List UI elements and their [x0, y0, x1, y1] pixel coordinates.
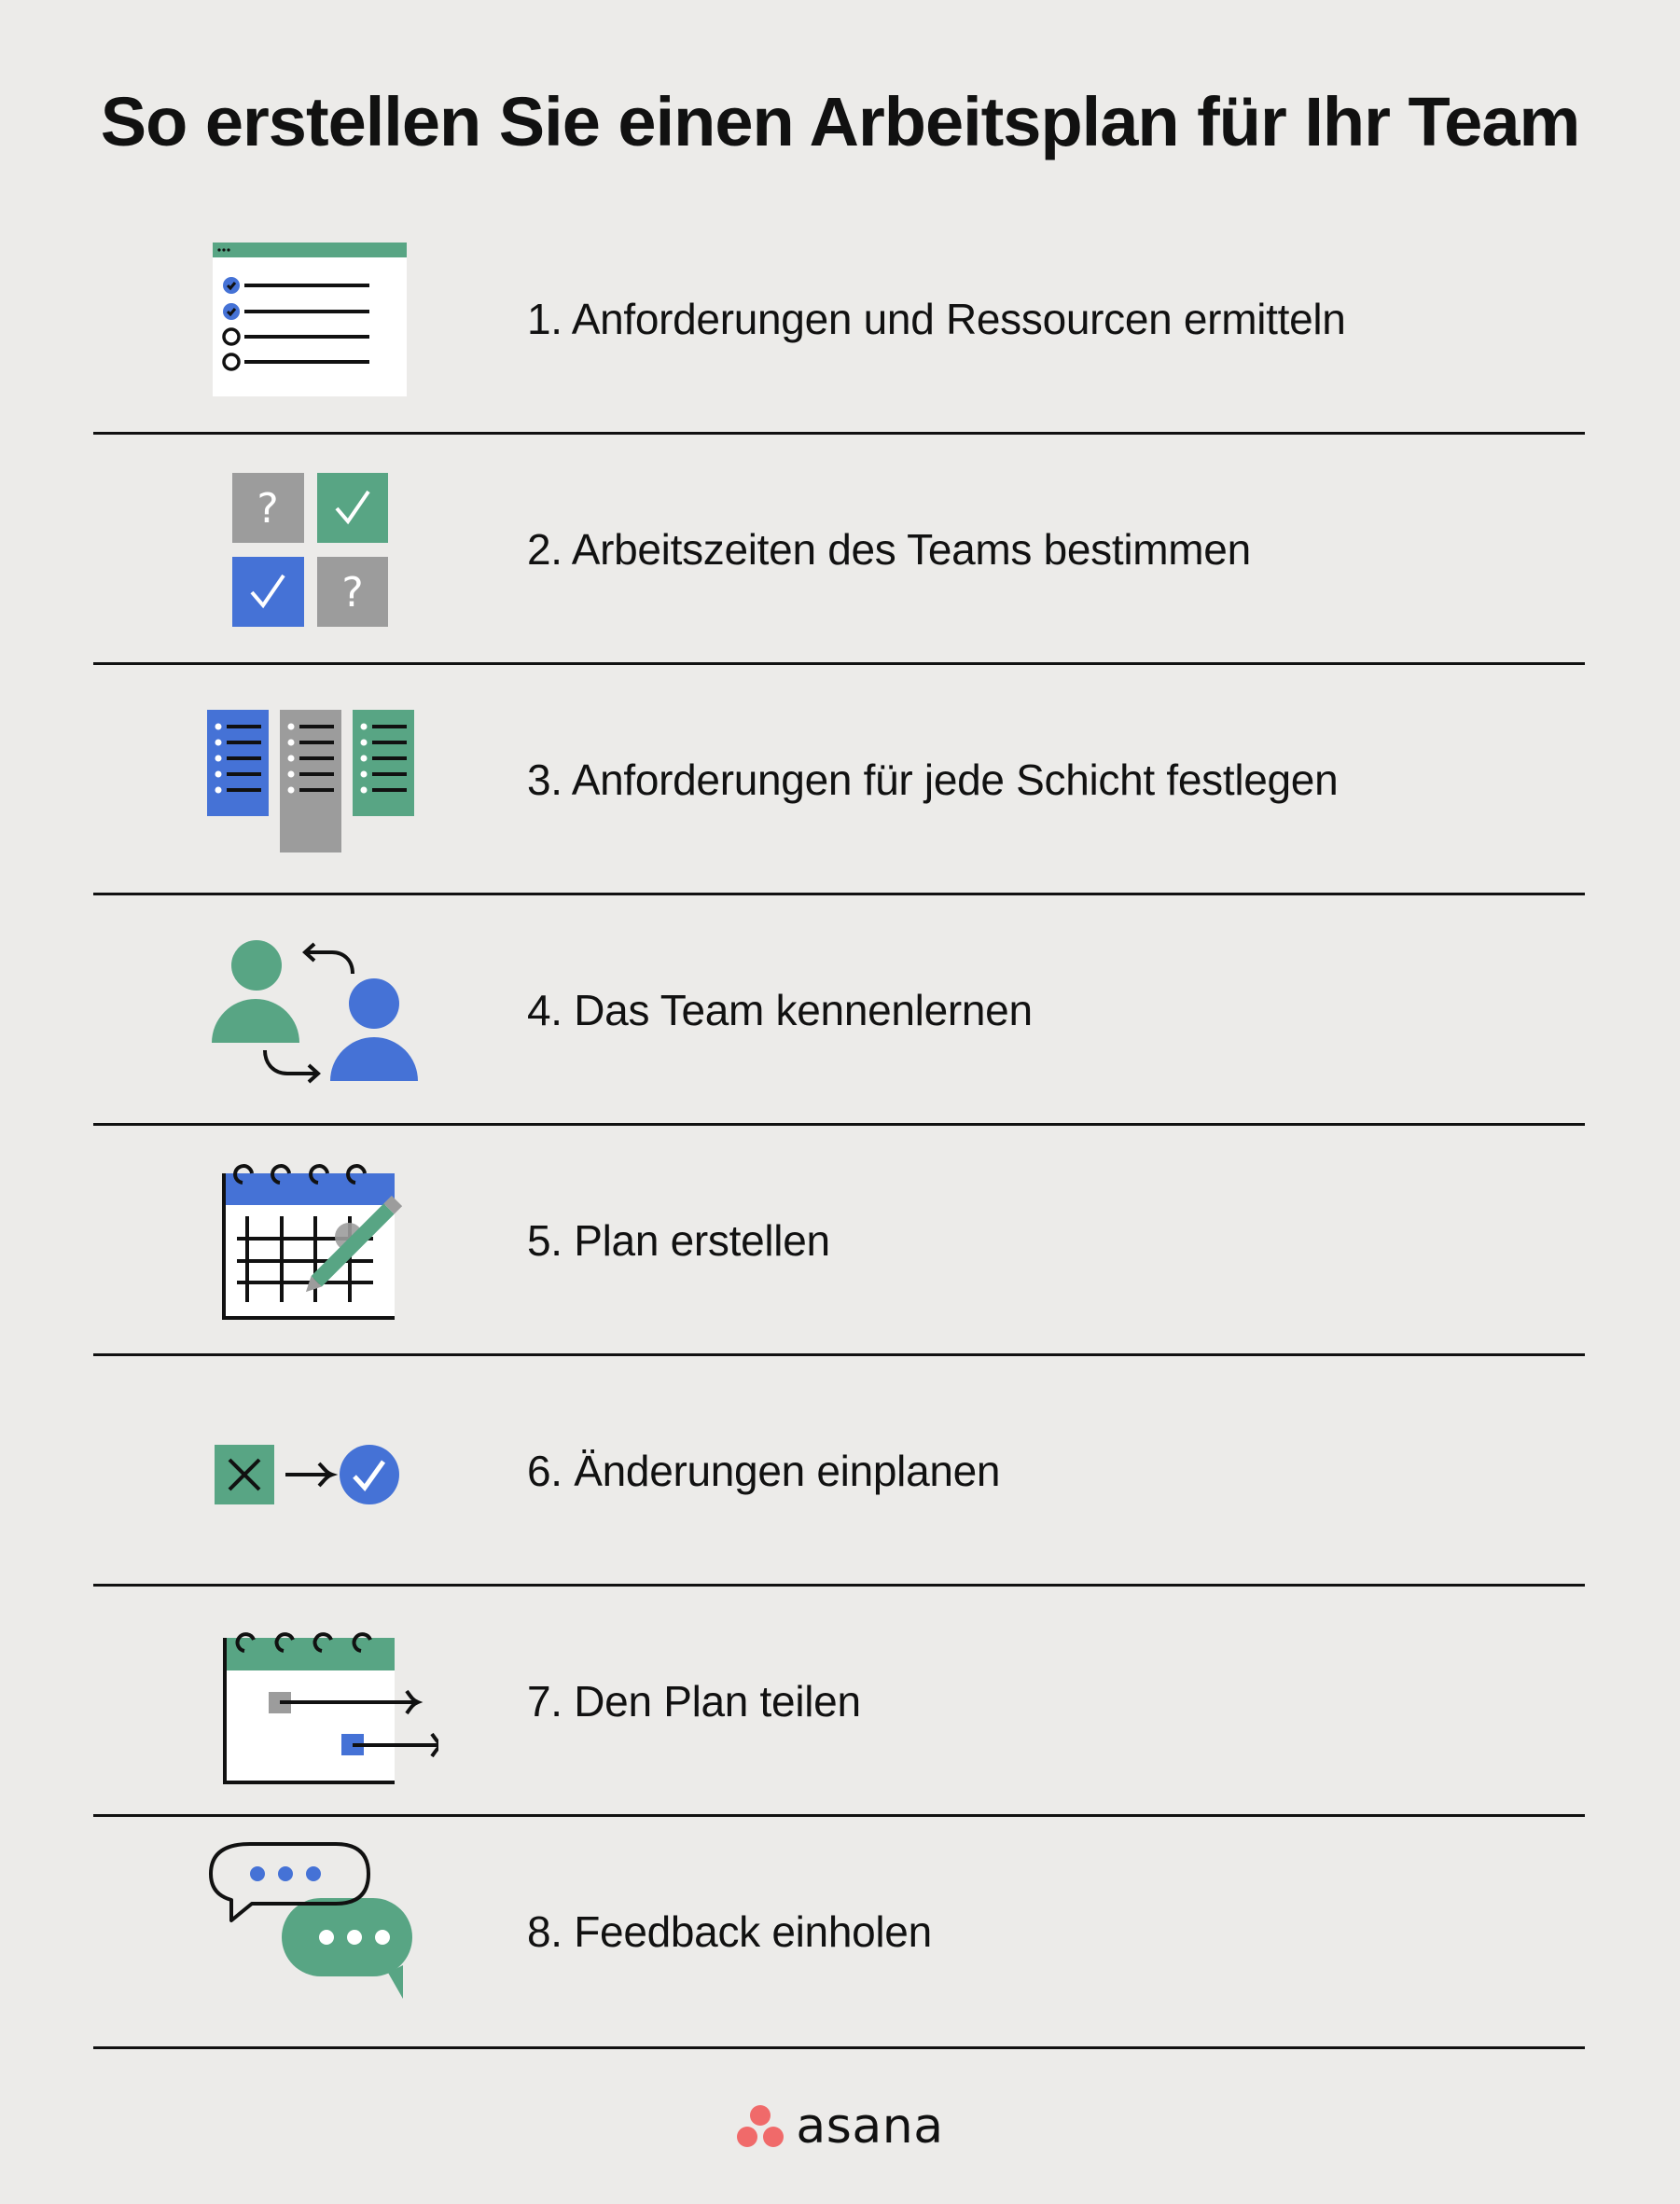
checklist-window-icon — [196, 203, 438, 434]
step-label: 7. Den Plan teilen — [527, 1676, 861, 1726]
page-title: So erstellen Sie einen Arbeitsplan für Ihr Team — [100, 83, 1580, 160]
asana-logo — [0, 2099, 1680, 2155]
step-1 — [93, 203, 1585, 434]
step-label: 8. Feedback einholen — [527, 1906, 932, 1956]
svg-text:?: ? — [341, 569, 364, 617]
step-label: 2. Arbeitszeiten des Teams bestimmen — [527, 524, 1251, 574]
asana-wordmark: asana — [796, 2099, 944, 2155]
step-3 — [93, 664, 1585, 894]
step-2 — [93, 434, 1585, 664]
divider — [93, 2046, 1585, 2049]
asana-dots-icon — [736, 2104, 784, 2149]
step-7 — [93, 1586, 1585, 1816]
step-4 — [93, 894, 1585, 1125]
step-label: 5. Plan erstellen — [527, 1215, 830, 1265]
step-label: 6. Änderungen einplanen — [527, 1446, 1001, 1495]
availability-grid-icon — [196, 434, 438, 664]
step-label: 1. Anforderungen und Ressourcen ermitteln — [527, 294, 1346, 343]
chat-bubbles-icon — [196, 1816, 438, 2046]
calendar-pencil-icon — [196, 1125, 438, 1355]
step-label: 3. Anforderungen für jede Schicht festlegen — [527, 755, 1339, 804]
step-8 — [93, 1816, 1585, 2046]
step-label: 4. Das Team kennenlernen — [527, 985, 1033, 1034]
shift-lists-icon — [196, 664, 438, 894]
svg-text:?: ? — [257, 485, 279, 533]
step-6 — [93, 1355, 1585, 1586]
step-5 — [93, 1125, 1585, 1355]
calendar-share-icon — [196, 1586, 438, 1816]
people-exchange-icon — [196, 894, 438, 1125]
change-to-check-icon — [196, 1355, 438, 1586]
